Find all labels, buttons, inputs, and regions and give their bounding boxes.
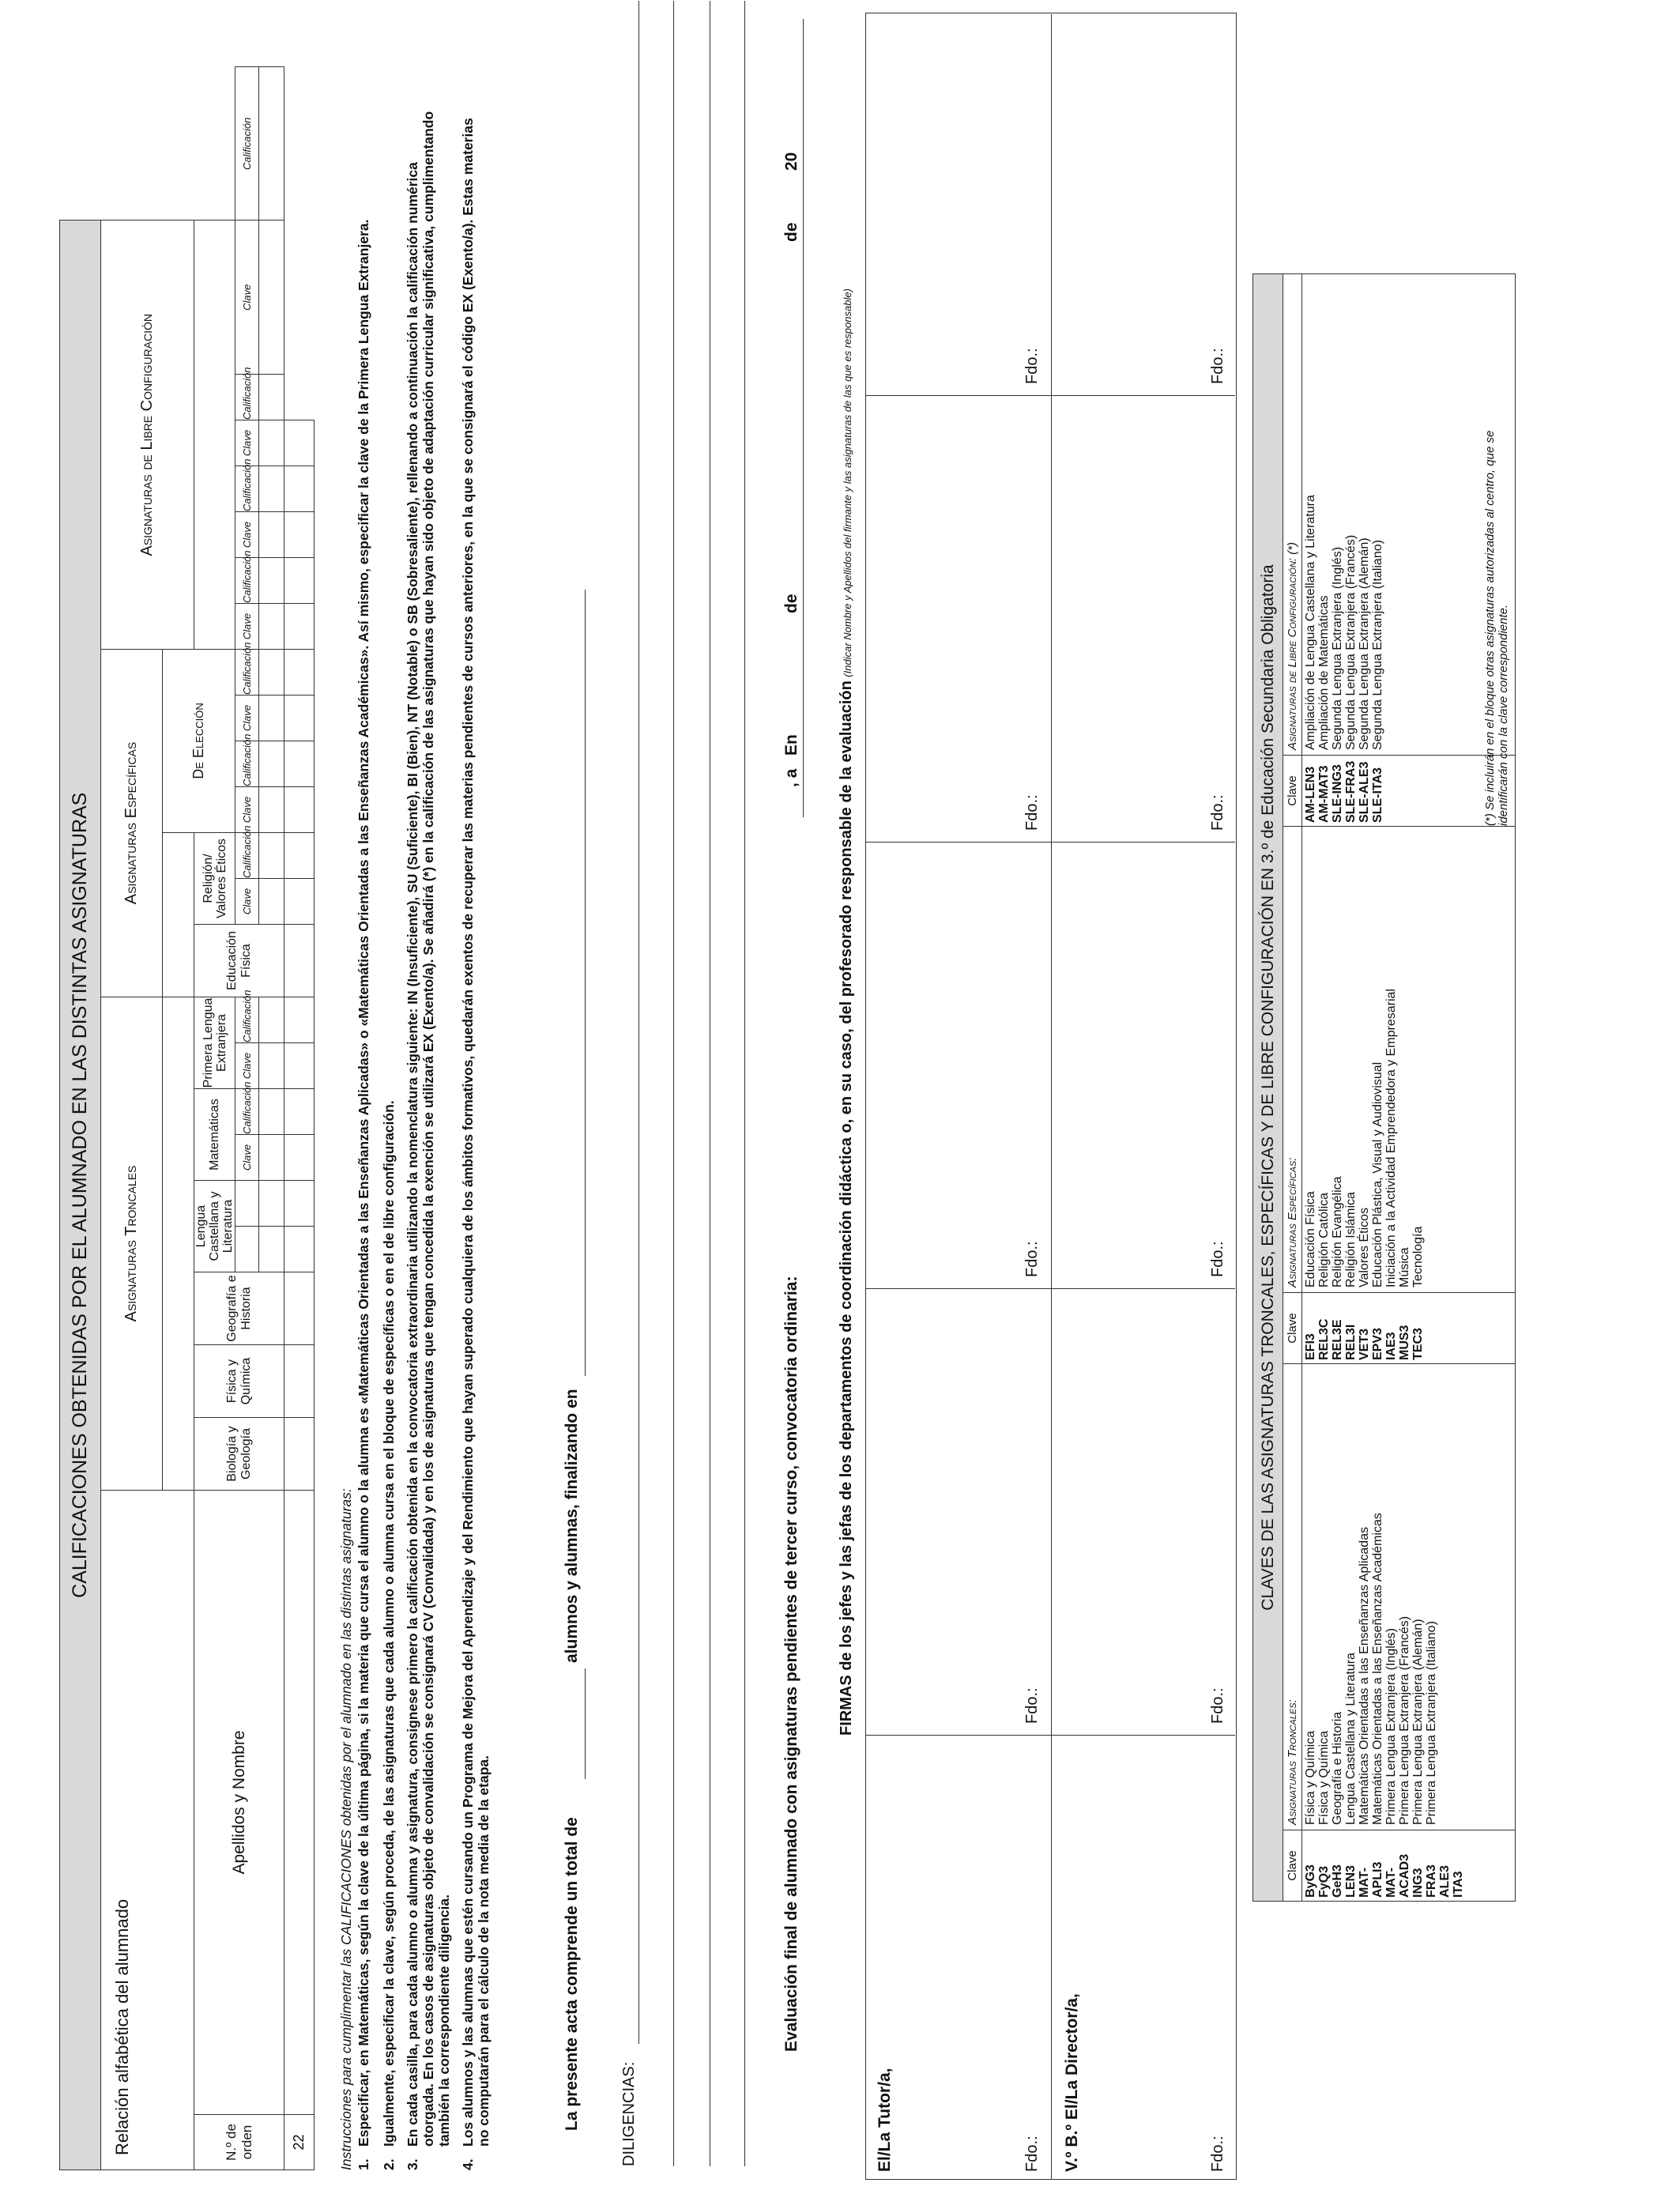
troncal-code: ING3 bbox=[1411, 1868, 1425, 1898]
instruction-4: Los alumnos y las alumnas que estén cursando un Programa de Mejora del Aprendizaje y del Rendimiento que hayan superado cualquiera de los ámbitos formativos, quedarán exentos de recuperar las materias pendientes de cursos anteriores, en la que se consignará el código EX (Exento/a). Estas materias no computarán para el cálculo de la nota media de la etapa. bbox=[460, 118, 492, 2147]
especifica-code: TEC3 bbox=[1411, 1328, 1425, 1360]
fdo-director: Fdo.: bbox=[1209, 2136, 1226, 2172]
especifica-code: REL3E bbox=[1331, 1319, 1344, 1360]
claves-troncales-header: Asignaturas Troncales: bbox=[1283, 1364, 1302, 1830]
libre-note: (*) Se incluirán en el bloque otras asignaturas autorizadas al centro, que se identificarán con la clave correspondiente. bbox=[1483, 430, 1510, 826]
troncal-name: Primera Lengua Extranjera (Alemán) bbox=[1411, 1619, 1425, 1825]
col-biologia: Biología y Geología bbox=[194, 1418, 284, 1491]
hdr-clave: Clave bbox=[235, 1135, 259, 1181]
diligencias-line-4[interactable] bbox=[744, 1, 745, 2166]
fdo-signature: Fdo.: bbox=[1023, 1687, 1041, 1724]
troncal-code: ByG3 bbox=[1304, 1864, 1317, 1898]
hdr-clave: Clave bbox=[235, 1043, 259, 1089]
libre-code: AM-LEN3 bbox=[1304, 766, 1317, 823]
libre-name: Segunda Lengua Extranjera (Francés) bbox=[1344, 534, 1358, 750]
troncal-code: ALE3 bbox=[1438, 1865, 1452, 1898]
hdr-calificacion: Calificación bbox=[235, 558, 259, 604]
director-label: V.º B.º El/La Director/a, bbox=[1063, 1993, 1081, 2172]
especifica-code: EPV3 bbox=[1371, 1328, 1384, 1360]
student-name-cell[interactable] bbox=[284, 1491, 315, 2115]
hdr-calificacion: Calificación bbox=[235, 997, 259, 1043]
firmas-heading bbox=[838, 288, 856, 1736]
especifica-code: EFI3 bbox=[1304, 1333, 1317, 1360]
col-primera-lengua: Primera Lengua Extranjera bbox=[194, 997, 235, 1089]
firmas-note: (Indicar Nombre y Apellidos del firmante y las asignaturas de las que es responsable) bbox=[842, 288, 853, 677]
acta-text-b: alumnos y alumnas, finalizando en bbox=[563, 1389, 581, 1663]
firmas-title: FIRMAS de los jefes y las jefas de los departamentos de coordinación didáctica o, en su caso, del profesorado responsable de la evaluación bbox=[838, 680, 855, 1736]
instructions-heading: Instrucciones para cumplimentar las CALIFICACIONES obtenidas por el alumnado en las distintas asignaturas: bbox=[338, 1488, 354, 2170]
troncal-name: Matemáticas Orientadas a las Enseñanzas Académicas bbox=[1371, 1513, 1384, 1825]
troncales-title: Asignaturas Troncales bbox=[101, 997, 163, 1491]
troncal-code: LEN3 bbox=[1344, 1865, 1358, 1898]
troncal-code: GeH3 bbox=[1331, 1864, 1344, 1898]
libre-code: SLE-ING3 bbox=[1331, 764, 1344, 823]
instr-num-1: 1. bbox=[356, 2158, 371, 2170]
claves-especificas-header: Asignaturas Específicas: bbox=[1283, 827, 1302, 1293]
especifica-code: REL3I bbox=[1344, 1324, 1358, 1360]
hdr-clave: Clave bbox=[235, 787, 259, 833]
fdo-tutor: Fdo.: bbox=[1023, 2136, 1041, 2172]
place-en: En bbox=[782, 734, 800, 756]
troncal-name: Lengua Castellana y Literatura bbox=[1344, 1653, 1358, 1825]
fdo-signature: Fdo.: bbox=[1209, 348, 1226, 384]
place-de-1: de bbox=[782, 594, 800, 613]
fdo-signature: Fdo.: bbox=[1209, 1241, 1226, 1277]
instruction-3: En cada casilla, para cada alumno o alumna y asignatura, consignese primero la calificación obtenida en la convocatoria extraordinaria utilizando la nomenclatura siguiente: IN (Insuficiente), SU (Suficiente), BI (Bien), NT (Notable) o SB (Sobresaliente), rellenando a continuación la calificación numérica otorgada. En los casos de asignaturas objeto de convalidación se consignará CV (Convalidada) y en los de asignaturas que tengan concedida la exención se utilizará EX (Exento/a). Se añadirá (*) en la calificación de las asignaturas que hayan sido objeto de adaptación curricular significativa, cumplimentando también la correspondiente diligencia. bbox=[405, 111, 452, 2147]
acta-total-line[interactable] bbox=[585, 1668, 586, 1779]
place-a: , a bbox=[782, 768, 800, 787]
col-fisica: Física y Química bbox=[194, 1345, 284, 1418]
libre-code: SLE-ITA3 bbox=[1371, 767, 1384, 823]
claves-clave-header: Clave bbox=[1283, 1293, 1302, 1364]
fdo-signature: Fdo.: bbox=[1023, 348, 1041, 384]
especifica-name: Música bbox=[1398, 1247, 1411, 1287]
evaluacion-text: Evaluación final de alumnado con asignaturas pendientes de tercer curso, convocatoria ordinaria: bbox=[782, 1276, 800, 2052]
hdr-clave: Clave bbox=[235, 512, 259, 558]
libre-title: Asignaturas de Libre Configuración bbox=[101, 221, 194, 650]
col-matematicas: Matemáticas bbox=[194, 1089, 235, 1181]
fdo-signature: Fdo.: bbox=[1209, 1687, 1226, 1724]
de-eleccion-label: De Elección bbox=[163, 650, 235, 833]
day-line[interactable] bbox=[803, 554, 804, 673]
troncal-code: MAT-ACAD3 bbox=[1384, 1853, 1411, 1898]
diligencias-label: DILIGENCIAS: bbox=[620, 2061, 638, 2166]
troncales-names bbox=[1302, 1364, 1516, 1830]
hdr-clave: Clave bbox=[235, 696, 259, 741]
instr-num-4: 4. bbox=[460, 2158, 476, 2170]
instr-num-2: 2. bbox=[381, 2158, 397, 2170]
hdr-clave: Clave bbox=[235, 221, 259, 375]
especifica-name: Religión Católica bbox=[1317, 1192, 1331, 1287]
diligencias-line-2[interactable] bbox=[673, 1, 674, 2166]
especifica-name: Religión Evangélica bbox=[1331, 1176, 1344, 1287]
troncal-name: Matemáticas Orientadas a las Enseñanzas Aplicadas bbox=[1358, 1526, 1371, 1825]
instructions bbox=[338, 100, 492, 2170]
col-educacion-fisica: Educación Física bbox=[194, 925, 284, 997]
libre-name: Segunda Lengua Extranjera (Italiano) bbox=[1371, 540, 1384, 750]
col-lengua: Lengua Castellana y Literatura bbox=[194, 1181, 235, 1272]
troncales-codes bbox=[1302, 1830, 1516, 1902]
col-religion: Religión/ Valores Éticos bbox=[194, 833, 235, 925]
col-num-orden: N.º de orden bbox=[194, 2115, 284, 2170]
troncal-code: MAT-APLI3 bbox=[1358, 1861, 1384, 1898]
grades-table bbox=[59, 66, 315, 2170]
acta-finalizando-line[interactable] bbox=[585, 590, 586, 1376]
especifica-name: Religión Islámica bbox=[1344, 1192, 1358, 1287]
hdr-calificacion: Calificación bbox=[235, 1089, 259, 1135]
libre-name: Segunda Lengua Extranjera (Inglés) bbox=[1331, 546, 1344, 750]
diligencias-line-1[interactable] bbox=[638, 1, 639, 2044]
hdr-calificacion: Calificación bbox=[235, 741, 259, 787]
tutor-label: El/La Tutor/a, bbox=[876, 2068, 894, 2172]
claves-title: CLAVES DE LAS ASIGNATURAS TRONCALES, ESPECÍFICAS Y DE LIBRE CONFIGURACIÓN EN 3.º de Educación Secundaria Obligatoria bbox=[1253, 274, 1283, 1902]
col-geografia: Geografía e Historia bbox=[194, 1272, 284, 1345]
instr-num-3: 3. bbox=[405, 2158, 420, 2170]
fdo-signature: Fdo.: bbox=[1023, 794, 1041, 831]
acta-text-a: La presente acta comprende un total de bbox=[563, 1817, 581, 2131]
troncal-name: Física y Química bbox=[1304, 1730, 1317, 1825]
instruction-1: Especificar, en Matemáticas, según la clave de la última página, si la materia que cursa el alumno o la alumna es «Matemáticas Orientadas a las Enseñanzas Aplicadas» o «Matemáticas Orientadas a las Enseñanzas Académicas». Así mismo, especificar la clave de la Primera Lengua Extranjera. bbox=[356, 219, 371, 2147]
especifica-name: Educación Física bbox=[1304, 1191, 1317, 1287]
especificas-title: Asignaturas Específicas bbox=[101, 650, 163, 997]
hdr-clave: Clave bbox=[235, 879, 259, 925]
especifica-code: REL3C bbox=[1317, 1318, 1331, 1360]
especifica-code: VET3 bbox=[1358, 1328, 1371, 1360]
claves-clave-header: Clave bbox=[1283, 756, 1302, 827]
especifica-name: Tecnología bbox=[1411, 1226, 1425, 1287]
hdr-calificacion: Calificación bbox=[235, 466, 259, 512]
especifica-name: Valores Éticos bbox=[1358, 1207, 1371, 1287]
grades-table-title: CALIFICACIONES OBTENIDAS POR EL ALUMNADO EN LAS DISTINTAS ASIGNATURAS bbox=[60, 221, 101, 2170]
place-de-2: de bbox=[782, 222, 800, 242]
troncal-code: FRA3 bbox=[1425, 1864, 1438, 1898]
troncal-name: Primera Lengua Extranjera (Italiano) bbox=[1425, 1621, 1438, 1825]
especifica-name: Educación Plástica, Visual y Audiovisual bbox=[1371, 1061, 1384, 1287]
libre-name: Ampliación de Matemáticas bbox=[1317, 595, 1331, 750]
fdo-signature: Fdo.: bbox=[1023, 1241, 1041, 1277]
especifica-name: Iniciación a la Actividad Emprendedora y Empresarial bbox=[1384, 989, 1398, 1287]
troncal-name: Primera Lengua Extranjera (Inglés) bbox=[1384, 1627, 1398, 1825]
hdr-calificacion: Calificación bbox=[235, 375, 259, 420]
libre-name: Segunda Lengua Extranjera (Alemán) bbox=[1358, 537, 1371, 750]
libre-code: SLE-FRA3 bbox=[1344, 760, 1358, 823]
libre-code: SLE-ALE3 bbox=[1358, 761, 1371, 823]
month-line[interactable] bbox=[803, 273, 804, 542]
troncal-name: Primera Lengua Extranjera (Francés) bbox=[1398, 1615, 1411, 1825]
hdr-calificacion: Calificación bbox=[235, 833, 259, 879]
especificas-codes bbox=[1302, 1293, 1516, 1364]
troncal-name: Física y Química bbox=[1317, 1730, 1331, 1825]
libre-code: AM-MAT3 bbox=[1317, 765, 1331, 823]
claves-table bbox=[1252, 273, 1516, 1902]
claves-clave-header: Clave bbox=[1283, 1830, 1302, 1902]
hdr-calificacion: Calificación bbox=[235, 67, 259, 221]
relacion-title: Relación alfabética del alumnado bbox=[101, 1491, 194, 2170]
hdr-clave: Clave bbox=[235, 420, 259, 466]
place-year: 20 bbox=[782, 152, 800, 171]
row-number: 22 bbox=[284, 2115, 315, 2170]
col-apellidos: Apellidos y Nombre bbox=[194, 1491, 284, 2115]
instruction-2: Igualmente, especificar la clave, según proceda, de las asignaturas que cada alumno o alumna cursa en el bloque de específicas o en el de libre configuración. bbox=[381, 1100, 397, 2147]
troncal-code: ITA3 bbox=[1452, 1871, 1465, 1898]
hdr-clave: Clave bbox=[235, 604, 259, 650]
claves-libre-header: Asignaturas de Libre Configuración: (*) bbox=[1283, 274, 1302, 756]
especificas-names bbox=[1302, 827, 1516, 1293]
troncal-name: Geografía e Historia bbox=[1331, 1711, 1344, 1825]
especifica-code: IAE3 bbox=[1384, 1332, 1398, 1360]
troncal-code: FyQ3 bbox=[1317, 1865, 1331, 1898]
fdo-signature: Fdo.: bbox=[1209, 794, 1226, 831]
hdr-calificacion: Calificación bbox=[235, 650, 259, 696]
especifica-code: MUS3 bbox=[1398, 1325, 1411, 1360]
libre-name: Ampliación de Lengua Castellana y Literatura bbox=[1304, 495, 1317, 750]
